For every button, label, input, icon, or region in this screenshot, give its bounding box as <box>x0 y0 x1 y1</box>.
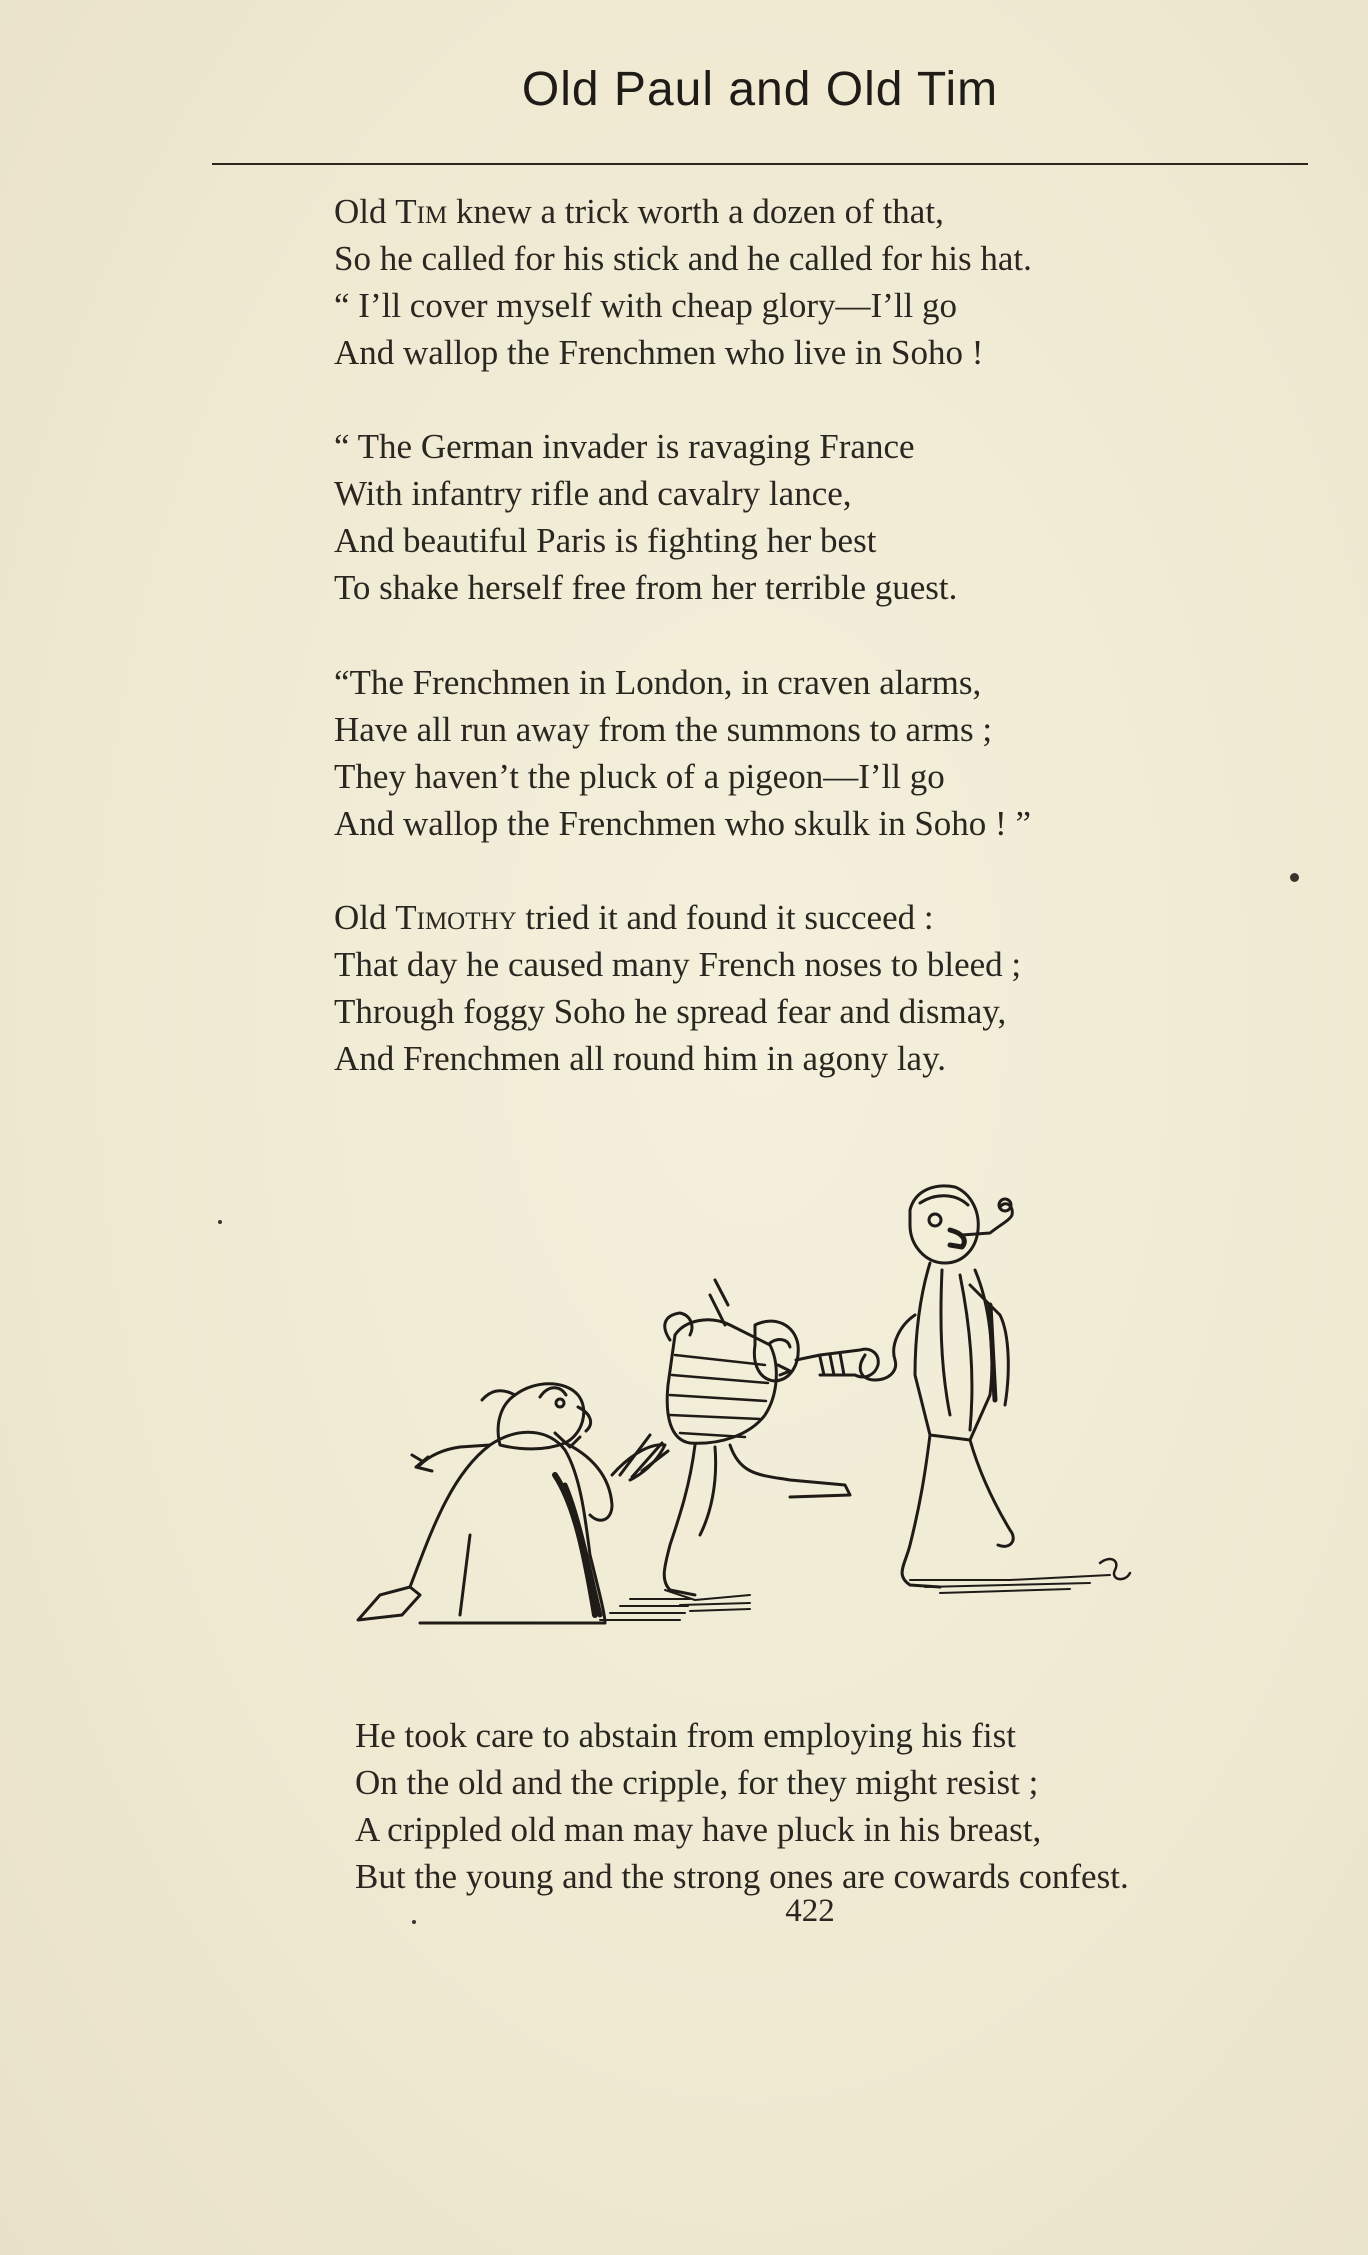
verse-line: So he called for his stick and he called for his hat. <box>334 239 1032 278</box>
verse-line: Through foggy Soho he spread fear and dismay, <box>334 992 1007 1031</box>
verse-line: A crippled old man may have pluck in his breast, <box>355 1810 1042 1849</box>
header-rule <box>212 163 1308 165</box>
stanza-3 <box>334 659 1031 847</box>
verse-line: “The Frenchmen in London, in craven alarms, <box>334 663 982 702</box>
stanza-4 <box>334 894 1021 1082</box>
running-head-title: Old Paul and Old Tim <box>521 63 999 116</box>
verse-line: He took care to abstain from employing his fist <box>355 1716 1016 1755</box>
verse-line: Have all run away from the summons to arms ; <box>334 710 993 749</box>
page-number: 422 <box>785 1893 835 1929</box>
striped-shirt-man-figure <box>664 1280 878 1611</box>
verse-line: And wallop the Frenchmen who live in Soho ! <box>334 333 984 372</box>
ink-speck <box>1290 873 1299 882</box>
verse-line: And Frenchmen all round him in agony lay. <box>334 1039 947 1078</box>
verse-line: On the old and the cripple, for they might resist ; <box>355 1763 1039 1802</box>
verse-line: Old Timothy tried it and found it succeed : <box>334 898 934 937</box>
stanza-2 <box>334 423 957 611</box>
verse-line: “ The German invader is ravaging France <box>334 427 915 466</box>
verse-line: That day he caused many French noses to bleed ; <box>334 945 1022 984</box>
stanza-5 <box>355 1712 1129 1900</box>
ink-speck <box>412 1920 416 1924</box>
verse-line: “ I’ll cover myself with cheap glory—I’ll go <box>334 286 957 325</box>
illustration-three-men-scuffle <box>350 1175 1230 1635</box>
ink-speck <box>218 1220 222 1224</box>
verse-line: Old Tim knew a trick worth a dozen of that, <box>334 192 944 231</box>
verse-line: They haven’t the pluck of a pigeon—I’ll go <box>334 757 945 796</box>
verse-line: And wallop the Frenchmen who skulk in Soho ! ” <box>334 804 1031 843</box>
kneeling-old-man-figure <box>358 1384 690 1623</box>
tall-gentleman-figure <box>860 1186 1130 1593</box>
verse-line: To shake herself free from her terrible guest. <box>334 568 958 607</box>
stanza-1 <box>334 188 1032 376</box>
verse-line: And beautiful Paris is fighting her best <box>334 521 877 560</box>
verse-line: With infantry rifle and cavalry lance, <box>334 474 852 513</box>
verse-line: But the young and the strong ones are cowards confest. <box>355 1857 1129 1896</box>
